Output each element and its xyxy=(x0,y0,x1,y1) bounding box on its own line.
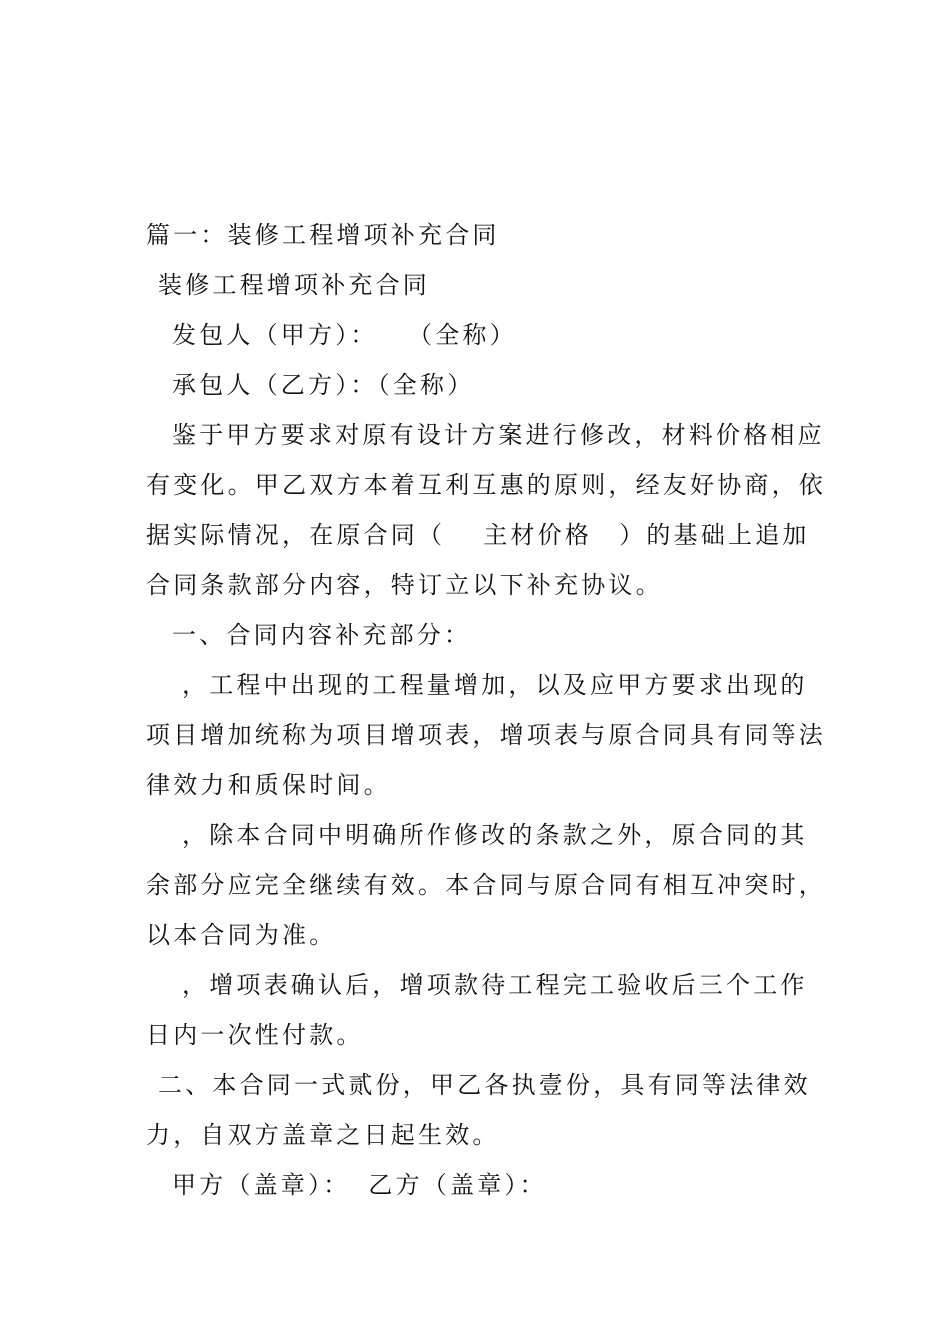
signature-party-a: 甲方（盖章）： xyxy=(172,1171,351,1199)
contract-title: 装修工程增项补充合同 xyxy=(158,271,430,299)
section-heading: 篇一：装修工程增项补充合同 xyxy=(146,221,500,249)
party-a-line: 发包人（甲方）： （全称） xyxy=(172,321,517,349)
clause-1-item-1: ，工程中出现的工程量增加，以及应甲方要求出现的项目增加统称为项目增项表，增项表与原合同具有同等法律效力和质保时间。 xyxy=(146,671,826,799)
clause-1-item-3: ，增项表确认后，增项款待工程完工验收后三个工作日内一次性付款。 xyxy=(146,971,808,1049)
document-body xyxy=(146,210,826,1210)
clause-2-paragraph: 二、本合同一式贰份，甲乙各执壹份，具有同等法律效力，自双方盖章之日起生效。 xyxy=(146,1071,811,1149)
clause-1-item-2: ，除本合同中明确所作修改的条款之外，原合同的其余部分应完全继续有效。本合同与原合同有相互冲突时，以本合同为准。 xyxy=(146,821,826,949)
signature-party-b: 乙方（盖章）： xyxy=(368,1171,547,1199)
clause-1-heading: 一、合同内容补充部分： xyxy=(172,621,472,649)
party-b-line: 承包人（乙方）：（全称） xyxy=(172,371,475,399)
signature-line xyxy=(146,1160,826,1210)
preamble-paragraph: 鉴于甲方要求对原有设计方案进行修改，材料价格相应有变化。甲乙双方本着互利互惠的原则，经友好协商，依据实际情况，在原合同（ 主材价格 ）的基础上追加合同条款部分内容，特订立以下补充协议。 xyxy=(146,421,826,599)
